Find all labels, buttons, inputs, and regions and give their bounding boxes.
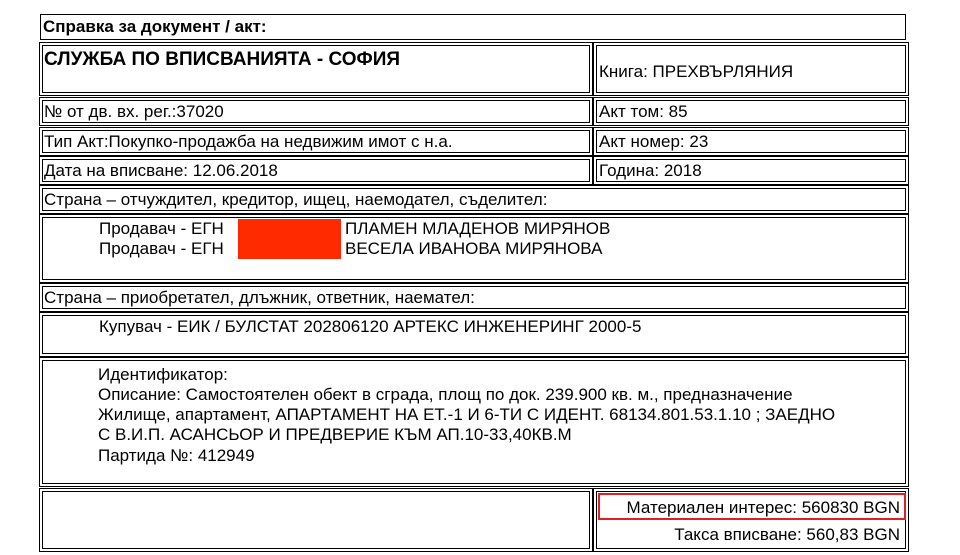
reg-box <box>42 100 590 123</box>
year-box <box>596 159 906 182</box>
act-volume-field: Акт том: 85 <box>599 102 688 121</box>
property-box <box>42 360 906 484</box>
volume-box <box>596 100 906 123</box>
party1-heading: Страна – отчуждител, кредитор, ищец, наемодател, съделител: <box>44 190 548 209</box>
description-line: Жилище, апартамент, АПАРТАМЕНТ НА ЕТ.-1 И 6-ТИ С ИДЕНТ. 68134.801.53.1.10 ; ЗАЕДНО <box>98 405 836 424</box>
seller-name: ВЕСЕЛА ИВАНОВА МИРЯНОВА <box>345 239 603 258</box>
act-type-field: Тип Акт:Покупко-продажба на недвижим имот с н.а. <box>44 132 453 151</box>
description-line: С В.И.П. АСАНСЬОР И ПРЕДВЕРИЕ КЪМ АП.10-33,40КВ.М <box>98 425 572 444</box>
office-title: СЛУЖБА ПО ВПИСВАНИЯТА - СОФИЯ <box>44 49 401 70</box>
book-box <box>596 45 906 93</box>
party2-heading: Страна – приобретател, длъжник, ответник, наемател: <box>44 288 475 307</box>
act-number-field: Акт номер: 23 <box>599 132 709 151</box>
identifier-label: Идентификатор: <box>98 365 228 384</box>
bottom-left-box <box>42 491 590 549</box>
description-line: Описание: Самостоятелен обект в сграда, площ по док. 239.900 кв. м., предназначение <box>98 385 793 404</box>
document-header: Справка за документ / акт: <box>43 17 267 36</box>
type-box <box>42 130 590 153</box>
office-box <box>42 45 590 93</box>
seller-label: Продавач - ЕГН <box>99 239 224 258</box>
reg-number-field: № от дв. вх. рег.:37020 <box>44 102 224 121</box>
redaction-block <box>238 219 341 259</box>
entry-date-field: Дата на вписване: 12.06.2018 <box>44 161 278 180</box>
buyer-line: Купувач - ЕИК / БУЛСТАТ 202806120 АРТЕКС ИНЖЕНЕРИНГ 2000-5 <box>99 317 642 336</box>
number-box <box>596 130 906 153</box>
date-box <box>42 159 590 182</box>
party1-box <box>42 217 906 280</box>
seller-label: Продавач - ЕГН <box>99 219 224 238</box>
year-field: Година: 2018 <box>599 161 702 180</box>
seller-name: ПЛАМЕН МЛАДЕНОВ МИРЯНОВ <box>345 219 611 238</box>
material-interest: Материален интерес: 560830 BGN <box>626 498 900 517</box>
header-box <box>40 14 906 40</box>
book-field: Книга: ПРЕХВЪРЛЯНИЯ <box>599 62 794 81</box>
highlight-frame <box>598 493 906 520</box>
party2-heading-box <box>42 286 906 309</box>
lot-number: Партида №: 412949 <box>98 446 255 465</box>
party1-heading-box <box>42 188 906 211</box>
entry-fee: Такса вписване: 560,83 BGN <box>674 525 900 544</box>
party2-box <box>42 315 906 354</box>
